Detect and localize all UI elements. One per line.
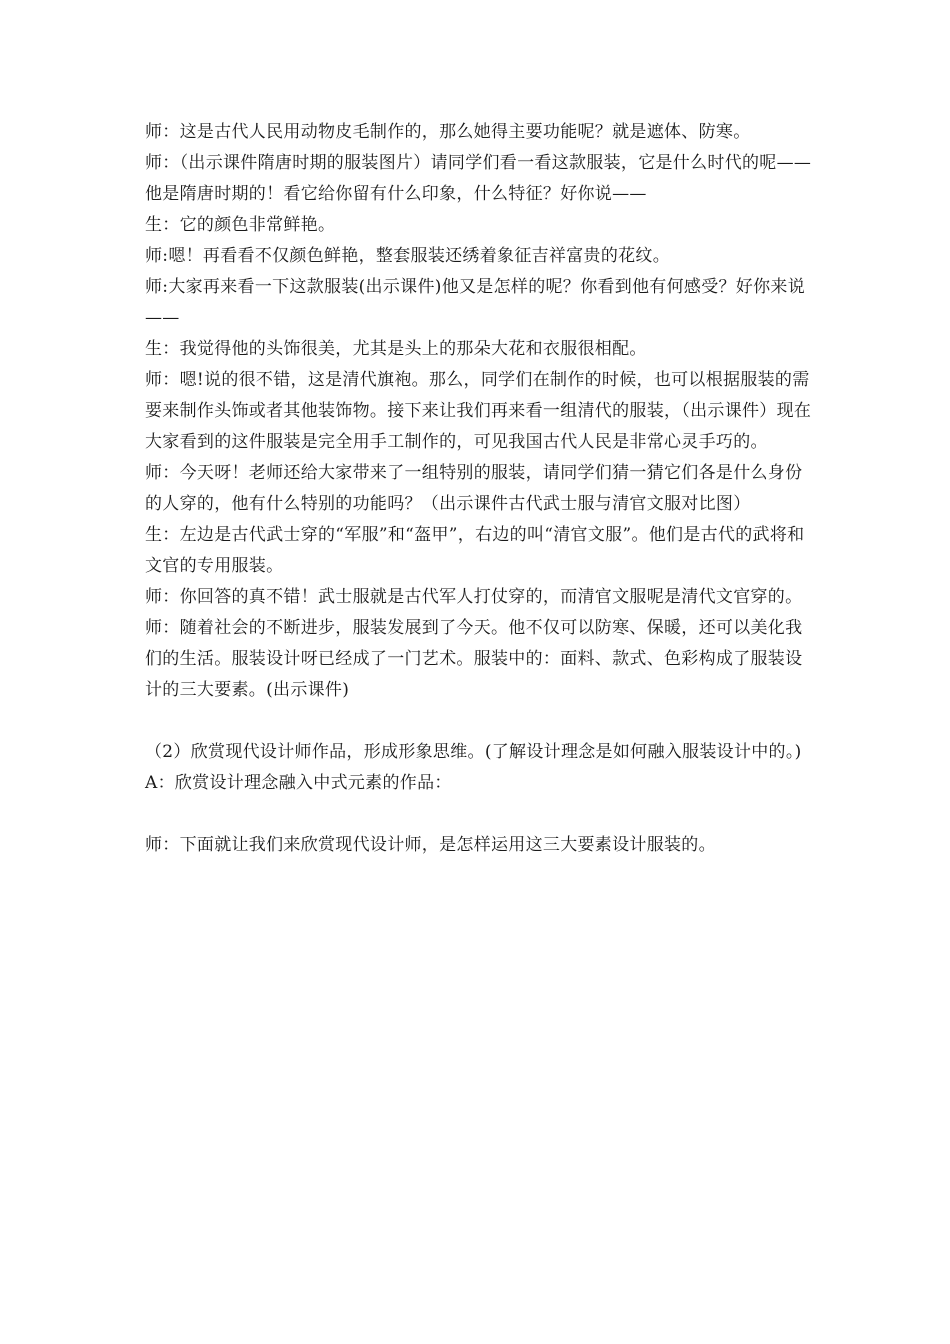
paragraph: 师：下面就让我们来欣赏现代设计师，是怎样运用这三大要素设计服装的。 [145, 835, 716, 855]
paragraph: 师:大家再来看一下这款服装(出示课件)他又是怎样的呢？你看到他有何感受？好你来说—— [145, 277, 805, 328]
paragraph: 师：嗯!说的很不错，这是清代旗袍。那么，同学们在制作的时候，也可以根据服装的需要来制作头饰或者其他装饰物。接下来让我们再来看一组清代的服装，（出示课件）现在大家看到的这件服装是完全用手工制作的，可见我国古代人民是非常心灵手巧的。 [145, 370, 812, 452]
subsection-heading: A：欣赏设计理念融入中式元素的作品： [145, 773, 452, 793]
blank-line [145, 706, 815, 737]
paragraph: 师：今天呀！老师还给大家带来了一组特别的服装，请同学们猜一猜它们各是什么身份的人穿的，他有什么特别的功能吗？（出示课件古代武士服与清官文服对比图） [145, 463, 803, 514]
paragraph: 他是隋唐时期的！看它给你留有什么印象，什么特征？好你说—— [145, 184, 647, 204]
paragraph: 生：左边是古代武士穿的“军服”和“盔甲”，右边的叫“清官文服”。他们是古代的武将和文官的专用服装。 [145, 525, 805, 576]
section-heading: （2）欣赏现代设计师作品，形成形象思维。(了解设计理念是如何融入服装设计中的。) [145, 742, 802, 762]
blank-line [145, 799, 815, 830]
paragraph: 师:嗯！再看看不仅颜色鲜艳，整套服装还绣着象征吉祥富贵的花纹。 [145, 246, 671, 266]
paragraph: 生：它的颜色非常鲜艳。 [145, 215, 336, 235]
document-body [145, 117, 815, 861]
paragraph: 生：我觉得他的头饰很美，尤其是头上的那朵大花和衣服很相配。 [145, 339, 647, 359]
paragraph: 师：这是古代人民用动物皮毛制作的，那么她得主要功能呢？就是遮体、防寒。 [145, 122, 751, 142]
paragraph: 师：（出示课件隋唐时期的服装图片）请同学们看一看这款服装，它是什么时代的呢—— [145, 153, 812, 173]
paragraph: 师：你回答的真不错！武士服就是古代军人打仗穿的，而清官文服呢是清代文官穿的。 [145, 587, 803, 607]
paragraph: 师：随着社会的不断进步，服装发展到了今天。他不仅可以防寒、保暖，还可以美化我们的生活。服装设计呀已经成了一门艺术。服装中的：面料、款式、色彩构成了服装设计的三大要素。(出示课件) [145, 618, 803, 700]
